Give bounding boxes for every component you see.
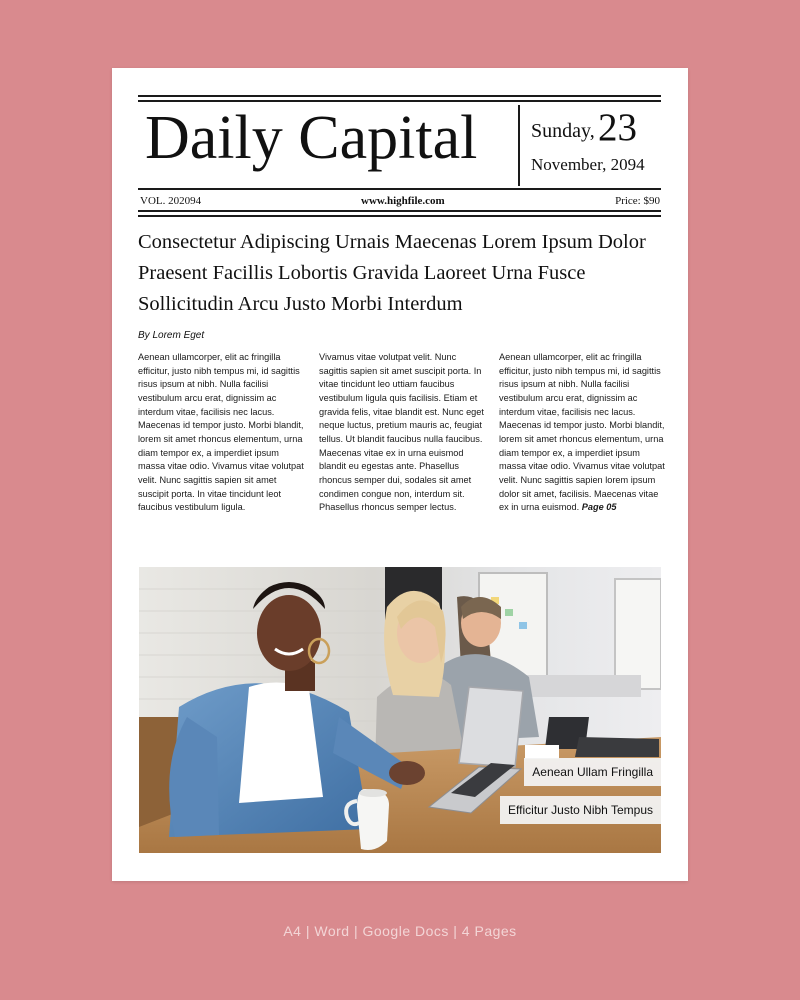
article-column-1: Aenean ullamcorper, elit ac fringilla efficitur, justo nibh tempus mi, id sagittis risus ipsum at nibh. Nulla facilisi vestibulum arcu erat, dignissim ac interdum vitae, facilisis nec lacus. Maecenas id tempor justo. Morbi blandit, lorem sit amet rhoncus elementum, urna diam tempor ex, a imperdiet ipsum massa vitae odio. Vivamus vitae volutpat velit. Nunc sagittis sapien sit amet suscipit porta. In vitae tincidunt leot faucibus vestibulum ligula. bbox=[138, 352, 304, 513]
photo-caption-1: Aenean Ullam Fringilla bbox=[524, 758, 661, 786]
article-headline: Consectetur Adipiscing Urnais Maecenas Lorem Ipsum Dolor Praesent Facillis Lobortis Gravida Laoreet Urna Fusce Sollicitudin Arcu Justo Morbi Interdum bbox=[138, 231, 646, 315]
info-bar-top-rule bbox=[138, 188, 661, 190]
top-rule-outer bbox=[138, 95, 661, 97]
product-footer-text: A4 | Word | Google Docs | 4 Pages bbox=[283, 923, 517, 939]
website-url: www.highfile.com bbox=[361, 195, 445, 207]
info-bar-bottom-rule-2 bbox=[138, 215, 661, 217]
issue-price: Price: $90 bbox=[615, 195, 660, 207]
article-column-2: Vivamus vitae volutpat velit. Nunc sagittis sapien sit amet suscipit porta. In vitae tincidunt leo uttiam faucibus vestibulum ligula quis facilisis. Etiam et gravida felis, vitae blandit est. Nunc eget neque luctus, pretium mauris ac, feugiat tellus. Ut blandit faucibus nulla faucibus. Maecenas vitae ex in urna euismod blandit eu egestas ante. Phasellus rhoncus semper dui, sodales sit amet condimen congue non, interdum sit. Phasellus rhoncus semper lectus. bbox=[319, 352, 484, 513]
page-reference: Page 05 bbox=[581, 502, 617, 513]
top-rule-inner bbox=[138, 100, 661, 102]
photo-caption-2: Efficitur Justo Nibh Tempus bbox=[500, 796, 661, 824]
date-month-year: November, 2094 bbox=[531, 155, 645, 174]
article-byline: By Lorem Eget bbox=[138, 330, 205, 341]
masthead-title: Daily Capital bbox=[145, 104, 478, 172]
newspaper-page bbox=[112, 68, 688, 881]
date-day: 23 bbox=[598, 106, 637, 149]
masthead-divider bbox=[518, 105, 520, 186]
volume-number: VOL. 202094 bbox=[140, 195, 202, 207]
article-photo bbox=[139, 567, 661, 853]
article-column-3 bbox=[499, 351, 667, 515]
article-column-3-text: Aenean ullamcorper, elit ac fringilla efficitur, justo nibh tempus mi, id sagittis risus ipsum at nibh. Nulla facilisi vestibulum arcu erat, dignissim ac interdum vitae, facilisis nec lacus. Maecenas id tempor justo. Morbi blandit, lorem sit amet rhoncus elementum, urna diam tempor ex, a imperdiet ipsum massa vitae odio. Vivamus vitae volutpat velit. Nunc sagittis sapien lorem ipsum dolor sit amet, facilisis. Maecenas vitae ex in urna euismod. bbox=[499, 352, 665, 513]
date-weekday: Sunday, bbox=[531, 120, 595, 142]
info-bar-bottom-rule-1 bbox=[138, 210, 661, 212]
